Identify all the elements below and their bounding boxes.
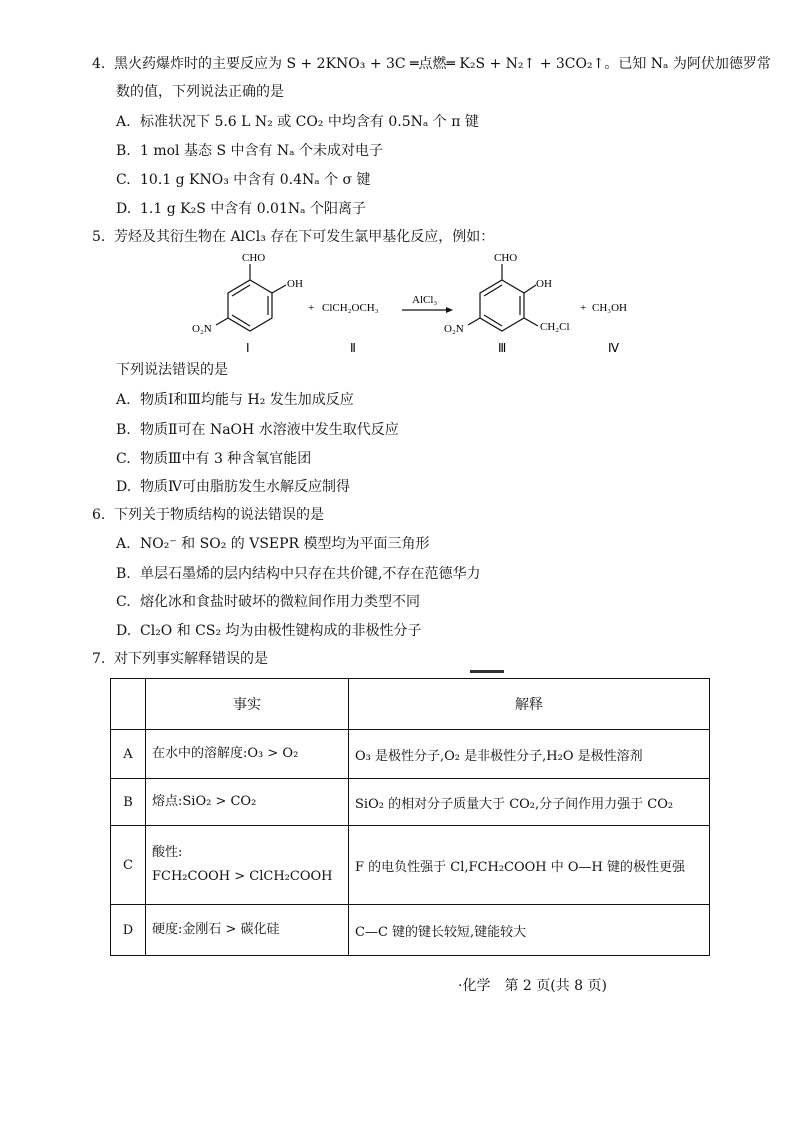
plus-sign: + [308, 302, 315, 314]
oh-label-iii: OH [536, 278, 552, 290]
bond-no2-iii [468, 318, 480, 325]
scan-mark [470, 670, 504, 673]
ring-iii-double-bond [484, 315, 502, 326]
q4-option-d [116, 199, 366, 219]
page-footer: ·化学 第 2 页(共 8 页) [458, 978, 607, 994]
option-text: 1 mol 基态 S 中含有 Nₐ 个未成对电子 [140, 143, 384, 159]
q5-prompt: 下列说法错误的是 [116, 362, 228, 378]
compound-label-iv: Ⅳ [608, 341, 620, 355]
bond-ch2cl-iii [524, 318, 538, 326]
table-row [111, 826, 710, 905]
option-label: C. [116, 594, 131, 610]
header-explain: 解释 [349, 679, 710, 730]
fact-text: 硬度:金刚石 > 碳化硅 [152, 922, 280, 937]
option-text: 物质Ⅳ可由脂肪发生水解反应制得 [140, 479, 350, 495]
option-text: 单层石墨烯的层内结构中只存在共价键,不存在范德华力 [140, 566, 481, 582]
q6-option-c [116, 592, 420, 612]
q4-stem-line1 [92, 54, 771, 74]
reagent-ii: ClCH₂OCH₃ [322, 302, 379, 314]
fact-cell [146, 730, 349, 779]
row-label: A [111, 730, 146, 779]
cho-label-i: CHO [242, 252, 266, 264]
q5-option-b [116, 420, 399, 440]
option-label: D. [116, 201, 132, 217]
explain-cell: O₃ 是极性分子,O₂ 是非极性分子,H₂O 是极性溶剂 [349, 730, 710, 779]
option-text: 熔化冰和食盐时破坏的微粒间作用力类型不同 [140, 594, 420, 610]
q6-option-d [116, 621, 422, 641]
option-text: 物质Ⅰ和Ⅲ均能与 H₂ 发生加成反应 [140, 392, 354, 408]
q7-number: 7. [92, 651, 106, 667]
ring-iii [480, 280, 524, 331]
row-label: C [111, 826, 146, 905]
q4-stem-line2: 数的值，下列说法正确的是 [116, 84, 284, 100]
byproduct-iv: CH₃OH [592, 302, 628, 314]
q4-number: 4. [92, 56, 106, 72]
compound-label-i: Ⅰ [246, 341, 250, 355]
bond-no2-i [216, 318, 228, 325]
option-label: A. [116, 536, 131, 552]
option-text: 1.1 g K₂S 中含有 0.01Nₐ 个阳离子 [140, 201, 366, 217]
molecule-iii [468, 264, 538, 331]
cho-label-iii: CHO [494, 252, 518, 264]
arrow-head [446, 307, 453, 313]
explain-cell: C—C 键的键长较短,键能较大 [349, 905, 710, 956]
option-label: C. [116, 451, 131, 467]
fact-text-line2: FCH₂COOH > ClCH₂COOH [152, 869, 333, 884]
q6-stem [92, 505, 324, 525]
bond-oh-iii [524, 285, 536, 293]
ring-i-double-bond [232, 315, 250, 326]
compound-label-iii: Ⅲ [498, 341, 507, 355]
q5-option-a [116, 390, 354, 410]
fact-text: 在水中的溶解度:O₃ > O₂ [152, 746, 299, 761]
option-text: 物质Ⅱ可在 NaOH 水溶液中发生取代反应 [140, 422, 399, 438]
q4-option-b [116, 141, 383, 161]
q4-stem-text: 黑火药爆炸时的主要反应为 S + 2KNO₃ + 3C ═点燃═ K₂S + N₂↑ + 3CO₂↑。已知 Nₐ 为阿伏加德罗常 [114, 56, 771, 72]
bond-oh-i [272, 285, 286, 293]
header-blank-cell [111, 679, 146, 730]
ring-i-double-bond [232, 285, 250, 296]
q4-option-c [116, 170, 371, 190]
q7-stem-text: 对下列事实解释错误的是 [114, 651, 268, 667]
fact-cell [146, 905, 349, 956]
q5-stem-text: 芳烃及其衍生物在 AlCl₃ 存在下可发生氯甲基化反应，例如： [114, 229, 495, 245]
no2-label-i: O₂N [192, 323, 212, 335]
fact-text: 熔点:SiO₂ > CO₂ [152, 794, 257, 809]
option-label: D. [116, 479, 132, 495]
row-label: B [111, 779, 146, 826]
table-row [111, 905, 710, 956]
option-text: 标准状况下 5.6 L N₂ 或 CO₂ 中均含有 0.5Nₐ 个 π 键 [140, 114, 479, 130]
option-text: 10.1 g KNO₃ 中含有 0.4Nₐ 个 σ 键 [140, 172, 371, 188]
plus-sign-2: + [580, 302, 587, 314]
explain-cell: SiO₂ 的相对分子质量大于 CO₂,分子间作用力强于 CO₂ [349, 779, 710, 826]
q5-stem [92, 227, 494, 247]
option-label: B. [116, 143, 131, 159]
header-fact: 事实 [146, 679, 349, 730]
option-label: B. [116, 566, 131, 582]
molecule-i [216, 264, 286, 331]
table-row [111, 730, 710, 779]
q5-option-c [116, 449, 311, 469]
option-label: C. [116, 172, 131, 188]
no2-label-iii: O₂N [444, 323, 464, 335]
option-text: 物质Ⅲ中有 3 种含氧官能团 [140, 451, 312, 467]
option-text: NO₂⁻ 和 SO₂ 的 VSEPR 模型均为平面三角形 [140, 536, 430, 552]
option-text: Cl₂O 和 CS₂ 均为由极性键构成的非极性分子 [140, 623, 422, 639]
q5-option-d [116, 477, 350, 497]
q5-number: 5. [92, 229, 106, 245]
q4-option-a [116, 112, 479, 132]
row-label: D [111, 905, 146, 956]
fact-cell [146, 826, 349, 905]
q6-option-b [116, 564, 480, 584]
ch2cl-label-iii: CH₂Cl [540, 321, 570, 333]
option-label: A. [116, 392, 131, 408]
q7-stem [92, 649, 268, 669]
q6-option-a [116, 534, 430, 554]
table-row [111, 779, 710, 826]
option-label: D. [116, 623, 132, 639]
table-header-row [111, 679, 710, 730]
fact-cell [146, 779, 349, 826]
ring-iii-double-bond [484, 285, 502, 296]
compound-label-ii: Ⅱ [350, 341, 356, 355]
oh-label-i: OH [287, 278, 303, 290]
reaction-scheme [180, 248, 640, 360]
fact-text-line1: 酸性: [152, 845, 183, 860]
explain-cell: F 的电负性强于 Cl,FCH₂COOH 中 O—H 键的极性更强 [349, 826, 710, 905]
q6-stem-text: 下列关于物质结构的说法错误的是 [114, 507, 324, 523]
ring-i [228, 280, 272, 331]
q6-number: 6. [92, 507, 106, 523]
catalyst-label: AlCl₃ [412, 294, 438, 306]
facts-table [110, 678, 710, 956]
option-label: B. [116, 422, 131, 438]
option-label: A. [116, 114, 131, 130]
